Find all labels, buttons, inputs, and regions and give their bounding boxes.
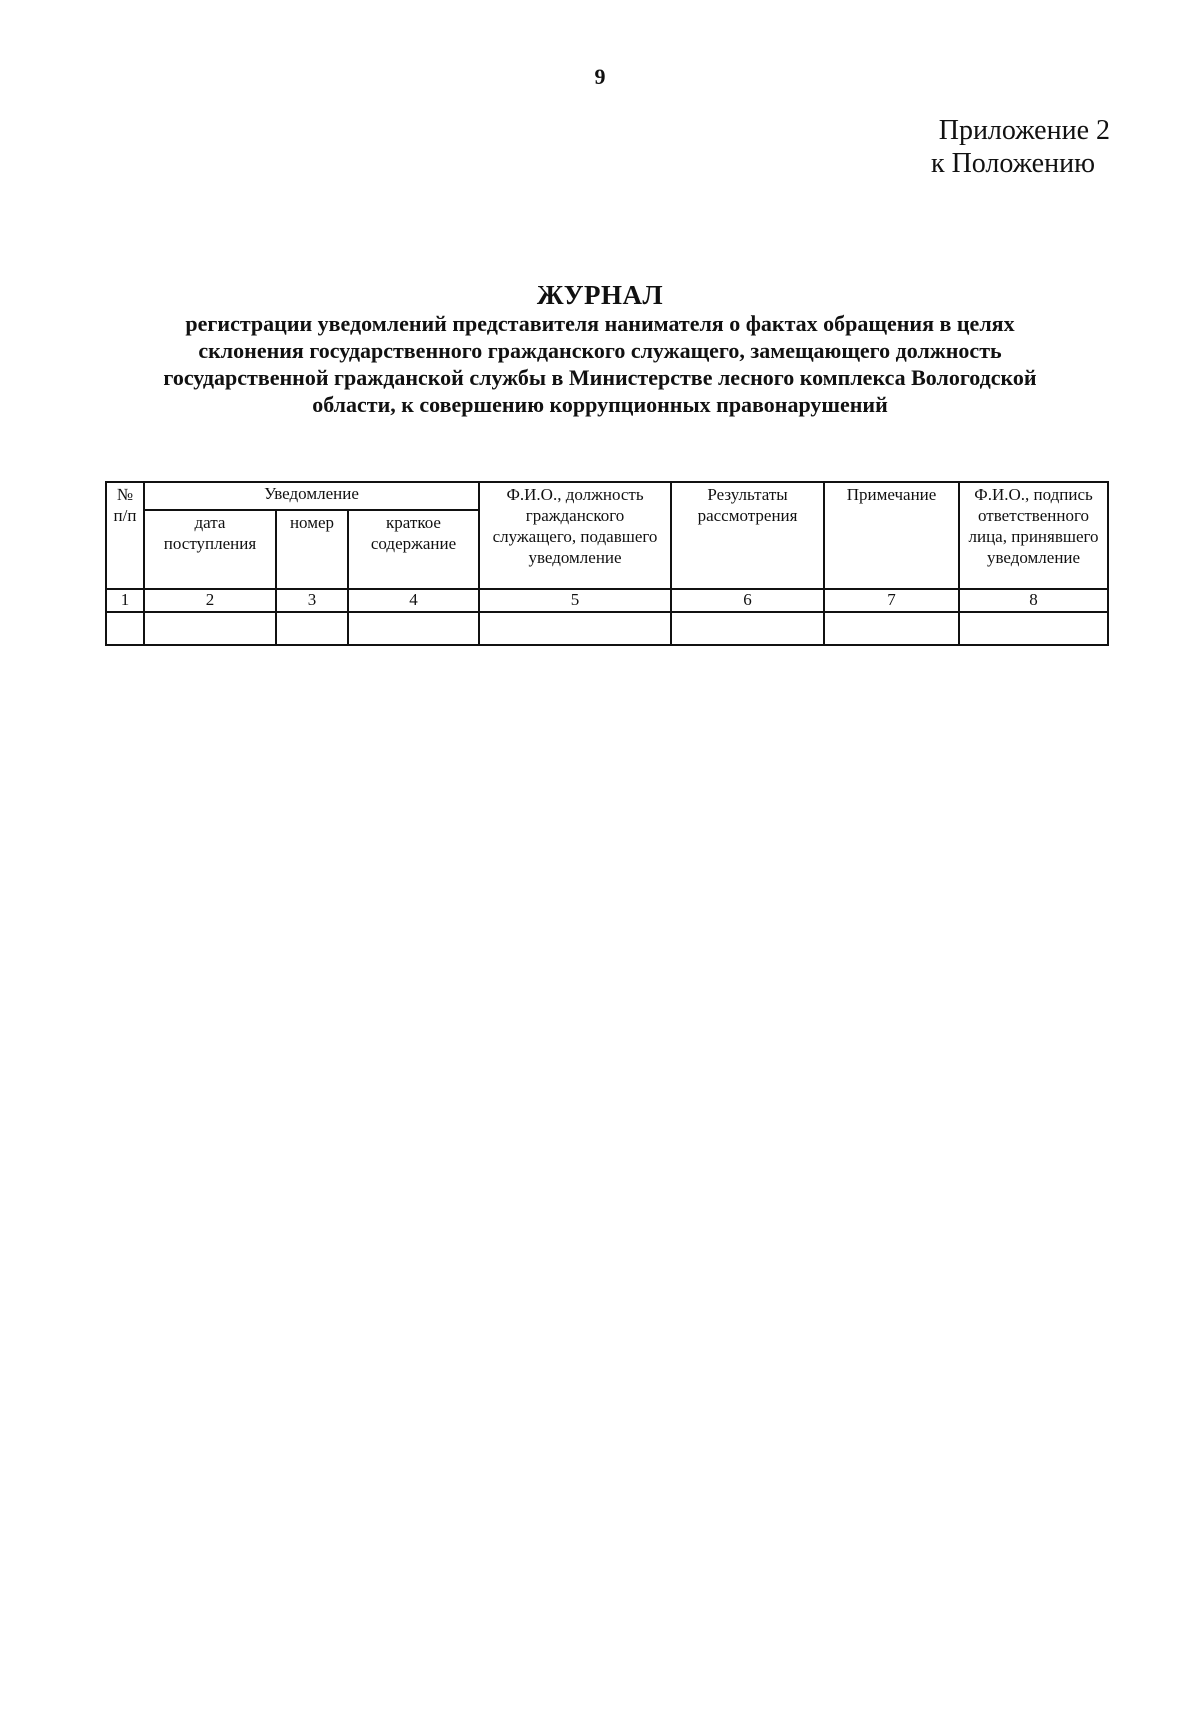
- header-notification-number: номер: [276, 510, 348, 589]
- column-number-cell: 8: [959, 589, 1108, 612]
- column-number-cell: 7: [824, 589, 959, 612]
- table-cell: [144, 612, 276, 645]
- document-title: ЖУРНАЛ: [536, 280, 664, 310]
- header-note: Примечание: [824, 482, 959, 589]
- header-employee-info: Ф.И.О., должность гражданского служащего, подавшего уведомление: [479, 482, 671, 589]
- table-cell: [959, 612, 1108, 645]
- header-review-results: Результаты рассмотрения: [671, 482, 824, 589]
- document-subtitle: [110, 310, 1090, 418]
- subtitle-line: регистрации уведомлений представителя нанимателя о фактах обращения в целях: [185, 311, 1015, 336]
- table-cell: [106, 612, 144, 645]
- table-cell: [479, 612, 671, 645]
- column-number-cell: 3: [276, 589, 348, 612]
- header-responsible-person: Ф.И.О., подпись ответственного лица, принявшего уведомление: [959, 482, 1108, 589]
- column-number-cell: 1: [106, 589, 144, 612]
- column-number-cell: 2: [144, 589, 276, 612]
- appendix-note: [880, 114, 1110, 180]
- subtitle-line: государственной гражданской службы в Министерстве лесного комплекса Вологодской: [163, 365, 1037, 390]
- table-row: [106, 612, 1108, 645]
- column-number-cell: 4: [348, 589, 479, 612]
- header-notification-date: дата поступления: [144, 510, 276, 589]
- appendix-line-1: Приложение 2: [938, 115, 1110, 146]
- column-number-cell: 5: [479, 589, 671, 612]
- appendix-line-2: к Положению: [930, 148, 1095, 179]
- subtitle-line: области, к совершению коррупционных правонарушений: [312, 392, 888, 417]
- header-notification-group: Уведомление: [144, 482, 479, 510]
- column-numbers-row: [106, 589, 1108, 612]
- table-cell: [348, 612, 479, 645]
- subtitle-line: склонения государственного гражданского служащего, замещающего должность: [198, 338, 1002, 363]
- column-number-cell: 6: [671, 589, 824, 612]
- header-notification-summary: краткое содержание: [348, 510, 479, 589]
- header-number: № п/п: [106, 482, 144, 589]
- table-cell: [276, 612, 348, 645]
- table-cell: [824, 612, 959, 645]
- table-cell: [671, 612, 824, 645]
- page-number: 9: [594, 64, 606, 89]
- journal-table: [105, 481, 1109, 646]
